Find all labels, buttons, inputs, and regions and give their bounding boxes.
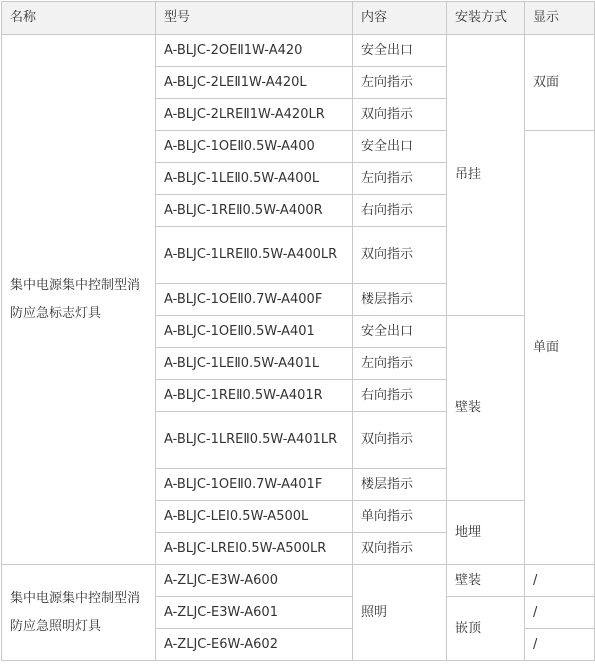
content-lighting: 照明: [353, 565, 447, 661]
header-name: 名称: [2, 2, 156, 35]
model-cell: A-BLJC-1LEⅡ0.5W-A400L: [156, 163, 353, 195]
model-cell: A-BLJC-LREⅠ0.5W-A500LR: [156, 533, 353, 565]
content-cell: 双向指示: [353, 533, 447, 565]
display-cell: /: [525, 565, 595, 597]
model-cell: A-BLJC-1LREⅡ0.5W-A401LR: [156, 412, 353, 469]
model-cell: A-BLJC-2LREⅡ1W-A420LR: [156, 99, 353, 131]
model-cell: A-BLJC-1REⅡ0.5W-A400R: [156, 195, 353, 227]
model-cell: A-BLJC-1OEⅡ0.5W-A401: [156, 316, 353, 348]
model-cell: A-ZLJC-E3W-A601: [156, 597, 353, 629]
display-double: 双面: [525, 35, 595, 131]
header-install: 安装方式: [447, 2, 525, 35]
install-hanging: 吊挂: [447, 35, 525, 316]
table-row: [2, 565, 595, 597]
model-cell: A-BLJC-1OEⅡ0.7W-A401F: [156, 469, 353, 501]
group-name-lighting: 集中电源集中控制型消防应急照明灯具: [2, 565, 156, 661]
install-ceiling: 嵌顶: [447, 597, 525, 661]
header-model: 型号: [156, 2, 353, 35]
content-cell: 双向指示: [353, 412, 447, 469]
content-cell: 安全出口: [353, 316, 447, 348]
header-content: 内容: [353, 2, 447, 35]
header-row: [2, 2, 595, 35]
model-cell: A-BLJC-2LEⅡ1W-A420L: [156, 67, 353, 99]
install-wall: 壁装: [447, 565, 525, 597]
content-cell: 右向指示: [353, 195, 447, 227]
model-cell: A-BLJC-LEⅠ0.5W-A500L: [156, 501, 353, 533]
model-cell: A-BLJC-1LEⅡ0.5W-A401L: [156, 348, 353, 380]
content-cell: 安全出口: [353, 35, 447, 67]
header-display: 显示: [525, 2, 595, 35]
group-name-sign: 集中电源集中控制型消防应急标志灯具: [2, 35, 156, 565]
model-cell: A-BLJC-1OEⅡ0.5W-A400: [156, 131, 353, 163]
display-single: 单面: [525, 131, 595, 565]
display-cell: /: [525, 597, 595, 629]
content-cell: 楼层指示: [353, 284, 447, 316]
content-cell: 左向指示: [353, 163, 447, 195]
model-cell: A-BLJC-1LREⅡ0.5W-A400LR: [156, 227, 353, 284]
model-cell: A-ZLJC-E3W-A600: [156, 565, 353, 597]
model-cell: A-ZLJC-E6W-A602: [156, 629, 353, 661]
model-cell: A-BLJC-1REⅡ0.5W-A401R: [156, 380, 353, 412]
install-wall: 壁装: [447, 316, 525, 501]
install-buried: 地埋: [447, 501, 525, 565]
content-cell: 双向指示: [353, 99, 447, 131]
content-cell: 安全出口: [353, 131, 447, 163]
display-cell: /: [525, 629, 595, 661]
content-cell: 双向指示: [353, 227, 447, 284]
table-row: [2, 35, 595, 67]
content-cell: 右向指示: [353, 380, 447, 412]
content-cell: 楼层指示: [353, 469, 447, 501]
spec-table: [1, 1, 595, 661]
model-cell: A-BLJC-2OEⅡ1W-A420: [156, 35, 353, 67]
content-cell: 单向指示: [353, 501, 447, 533]
model-cell: A-BLJC-1OEⅡ0.7W-A400F: [156, 284, 353, 316]
content-cell: 左向指示: [353, 67, 447, 99]
content-cell: 左向指示: [353, 348, 447, 380]
